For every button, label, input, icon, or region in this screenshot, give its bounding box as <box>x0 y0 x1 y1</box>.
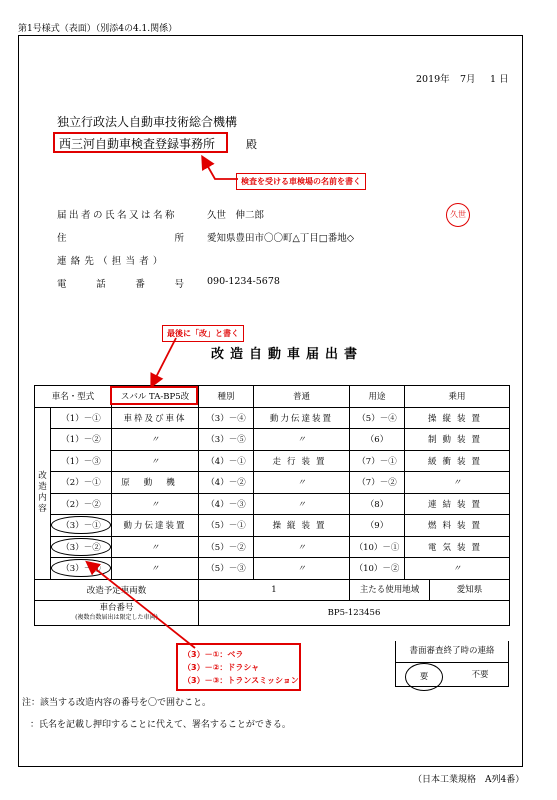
row-item: 〃 <box>112 558 199 580</box>
row-code: （4）－② <box>199 472 254 494</box>
row-code: （5）－④ <box>350 407 405 429</box>
kai-hint-label: 最後に「改」と書く <box>162 325 244 342</box>
row-item: 制動装置 <box>405 429 510 451</box>
row-code: （7）－② <box>350 472 405 494</box>
row-code: （3）－⑤ <box>199 429 254 451</box>
applicant-name: 久世 伸二郎 <box>207 210 265 221</box>
row-item: 〃 <box>112 429 199 451</box>
row-code: （4）－③ <box>199 493 254 515</box>
codes-arrow <box>88 563 195 648</box>
model-value: スバル TA-BP5改 <box>112 386 199 408</box>
row-item: 走行装置 <box>254 450 350 472</box>
row-code: （5）－① <box>199 515 254 537</box>
code-note-2: （3）－②：ドラシャ <box>183 663 260 672</box>
row-item: 〃 <box>254 472 350 494</box>
model-label: 車名・型式 <box>35 386 112 408</box>
not-needed-option[interactable]: 不要 <box>471 670 489 680</box>
row-code-circled: （3）－③ <box>51 558 112 580</box>
row-code: （6） <box>350 429 405 451</box>
chassis-sublabel: (複数台数届出は限定した車両) <box>75 614 158 621</box>
row-code-circled: （3）－① <box>51 515 112 537</box>
row-code: （2）－② <box>51 493 112 515</box>
side-label: 改 造 内 容 <box>35 407 51 579</box>
phone-label: 電 話 番 号 <box>57 279 184 290</box>
review-contact-label: 書面審査終了時の連絡 <box>396 641 508 663</box>
use-label: 用途 <box>350 386 405 408</box>
seal-text: 久世 <box>450 210 466 219</box>
recipient-honorific: 殿 <box>246 138 257 151</box>
row-code: （3）－④ <box>199 407 254 429</box>
contact-label: 連絡先（担当者） <box>57 256 167 267</box>
kai-arrow <box>152 338 176 385</box>
row-code: （4）－① <box>199 450 254 472</box>
office-arrow <box>203 158 238 179</box>
code-note-3: （3）－③：トランスミッション <box>183 676 299 685</box>
form-header: 第1号様式（表面）（別添4の4.1.関係） <box>18 24 178 34</box>
planned-count-value: 1 <box>199 579 350 601</box>
row-item: 〃 <box>112 450 199 472</box>
applicant-phone: 090-1234-5678 <box>207 276 280 287</box>
chassis-value: BP5-123456 <box>199 601 510 626</box>
row-code: （1）－③ <box>51 450 112 472</box>
row-code: （10）－② <box>350 558 405 580</box>
row-code: （7）－① <box>350 450 405 472</box>
row-code: （8） <box>350 493 405 515</box>
row-item: 操縦装置 <box>405 407 510 429</box>
row-item: 燃料装置 <box>405 515 510 537</box>
row-item: 操縦装置 <box>254 515 350 537</box>
footnote-1: 注：該当する改造内容の番号を〇で囲むこと。 <box>22 698 212 708</box>
recipient-org: 独立行政法人自動車技術総合機構 <box>57 115 238 129</box>
chassis-label: 車台番号 <box>99 603 134 613</box>
row-item: 〃 <box>405 472 510 494</box>
date-day: 1 日 <box>490 74 509 85</box>
use-value: 乗用 <box>405 386 510 408</box>
row-code: （9） <box>350 515 405 537</box>
row-item: 電気装置 <box>405 536 510 558</box>
recipient-office: 西三河自動車検査登録事務所 <box>59 137 216 151</box>
row-item: 〃 <box>112 536 199 558</box>
doc-title: 改造自動車届出書 <box>211 347 364 362</box>
row-item: 緩衝装置 <box>405 450 510 472</box>
row-code: （10）－① <box>350 536 405 558</box>
row-item: 車枠及び車体 <box>112 407 199 429</box>
row-code: （1）－② <box>51 429 112 451</box>
footnote-2: ：氏名を記載し押印することに代えて、署名することができる。 <box>30 720 291 730</box>
applicant-name-label: 届出者の氏名又は名称 <box>57 210 178 221</box>
row-item: 〃 <box>254 536 350 558</box>
office-hint-label: 検査を受ける車検場の名前を書く <box>236 173 366 190</box>
code-note-1: （3）－①：ベラ <box>183 650 244 659</box>
row-item: 〃 <box>254 429 350 451</box>
row-code: （1）－① <box>51 407 112 429</box>
type-value: 普通 <box>254 386 350 408</box>
main-area-value: 愛知県 <box>456 584 483 595</box>
planned-count-label: 改造予定車両数 <box>35 579 199 601</box>
date-month: 7月 <box>460 74 476 85</box>
row-item: 動力伝達装置 <box>112 515 199 537</box>
row-item: 動力伝達装置 <box>254 407 350 429</box>
row-item: 〃 <box>254 558 350 580</box>
applicant-address: 愛知県豊田市〇〇町△丁目□番地◇ <box>207 233 355 244</box>
row-item: 〃 <box>405 558 510 580</box>
footer-standard: （日本工業規格 A列4番） <box>413 775 525 785</box>
row-code: （2）－① <box>51 472 112 494</box>
row-item: 〃 <box>254 493 350 515</box>
row-code-circled: （3）－② <box>51 536 112 558</box>
row-item: 原動機 <box>112 472 199 494</box>
row-item: 連結装置 <box>405 493 510 515</box>
address-label: 住 所 <box>57 233 184 244</box>
row-item: 〃 <box>112 493 199 515</box>
main-area-label: 主たる使用地域 <box>350 580 430 601</box>
date-year: 2019年 <box>416 74 450 85</box>
row-code: （5）－② <box>199 536 254 558</box>
row-code: （5）－③ <box>199 558 254 580</box>
type-label: 種別 <box>199 386 254 408</box>
needed-option[interactable]: 要 <box>396 663 452 687</box>
